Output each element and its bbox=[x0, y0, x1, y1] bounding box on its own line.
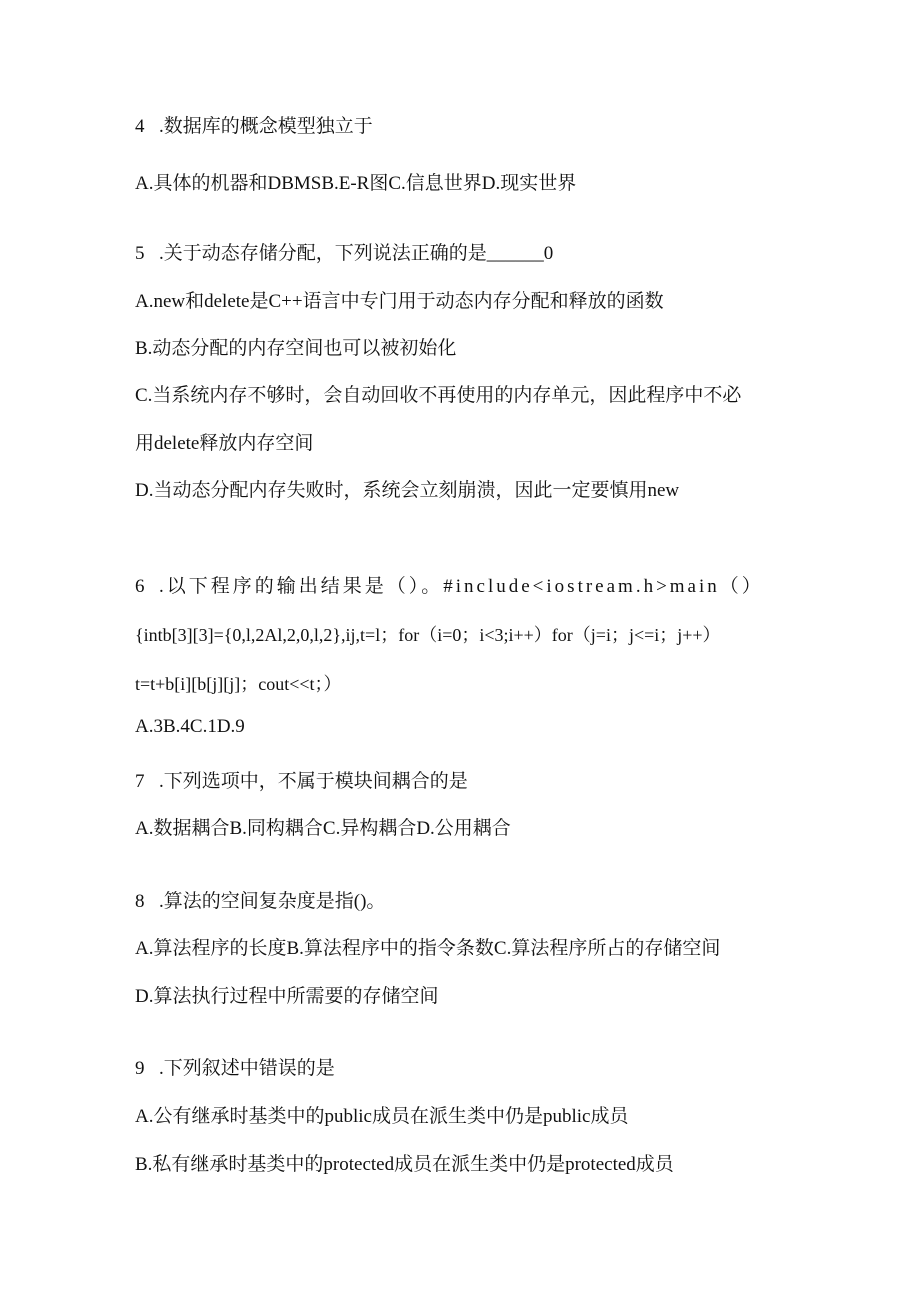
question-5-option-c-continued: 用delete释放内存空间 bbox=[135, 433, 314, 454]
question-9-option-a: A.公有继承时基类中的public成员在派生类中仍是public成员 bbox=[135, 1106, 629, 1127]
question-number: 6 bbox=[135, 576, 148, 597]
question-number: 7 bbox=[135, 771, 145, 792]
question-5-option-c: C.当系统内存不够时，会自动回收不再使用的内存单元，因此程序中不必 bbox=[135, 385, 742, 406]
question-5-stem bbox=[135, 242, 553, 266]
question-text: .以下程序的输出结果是（）。#include<iostream.h>main（） bbox=[159, 576, 764, 597]
question-6-stem bbox=[135, 575, 764, 599]
question-text: .算法的空间复杂度是指()。 bbox=[159, 891, 386, 912]
question-number: 5 bbox=[135, 243, 145, 264]
question-8-stem bbox=[135, 890, 385, 914]
question-number: 4 bbox=[135, 116, 145, 137]
question-text: .数据库的概念模型独立于 bbox=[159, 116, 373, 137]
question-6-options: A.3B.4C.1D.9 bbox=[135, 716, 245, 737]
question-5-option-d: D.当动态分配内存失败时，系统会立刻崩溃，因此一定要慎用new bbox=[135, 480, 680, 501]
question-9-stem bbox=[135, 1057, 335, 1081]
question-9-option-b: B.私有继承时基类中的protected成员在派生类中仍是protected成员 bbox=[135, 1154, 674, 1175]
question-number: 8 bbox=[135, 891, 145, 912]
question-6-code-line-1: {intb[3][3]={0,l,2Al,2,0,l,2},ij,t=l；for（i=0；i<3;i++）for（j=i；j<=i；j++） bbox=[135, 625, 721, 645]
question-5-option-b: B.动态分配的内存空间也可以被初始化 bbox=[135, 338, 457, 359]
question-7-options: A.数据耦合B.同构耦合C.异构耦合D.公用耦合 bbox=[135, 818, 511, 839]
question-8-options-abc: A.算法程序的长度B.算法程序中的指令条数C.算法程序所占的存储空间 bbox=[135, 938, 721, 959]
question-4-stem bbox=[135, 115, 373, 139]
question-4-option-line: A.具体的机器和DBMSB.E-R图C.信息世界D.现实世界 bbox=[135, 173, 577, 194]
question-text: .下列叙述中错误的是 bbox=[159, 1058, 335, 1079]
question-5-option-a: A.new和delete是C++语言中专门用于动态内存分配和释放的函数 bbox=[135, 291, 664, 312]
question-number: 9 bbox=[135, 1058, 145, 1079]
question-7-stem bbox=[135, 770, 468, 794]
question-text: .关于动态存储分配，下列说法正确的是______0 bbox=[159, 243, 554, 264]
question-6-code-line-2: t=t+b[i][b[j][j]；cout<<t；） bbox=[135, 674, 342, 694]
question-8-option-d: D.算法执行过程中所需要的存储空间 bbox=[135, 986, 439, 1007]
question-text: .下列选项中，不属于模块间耦合的是 bbox=[159, 771, 468, 792]
